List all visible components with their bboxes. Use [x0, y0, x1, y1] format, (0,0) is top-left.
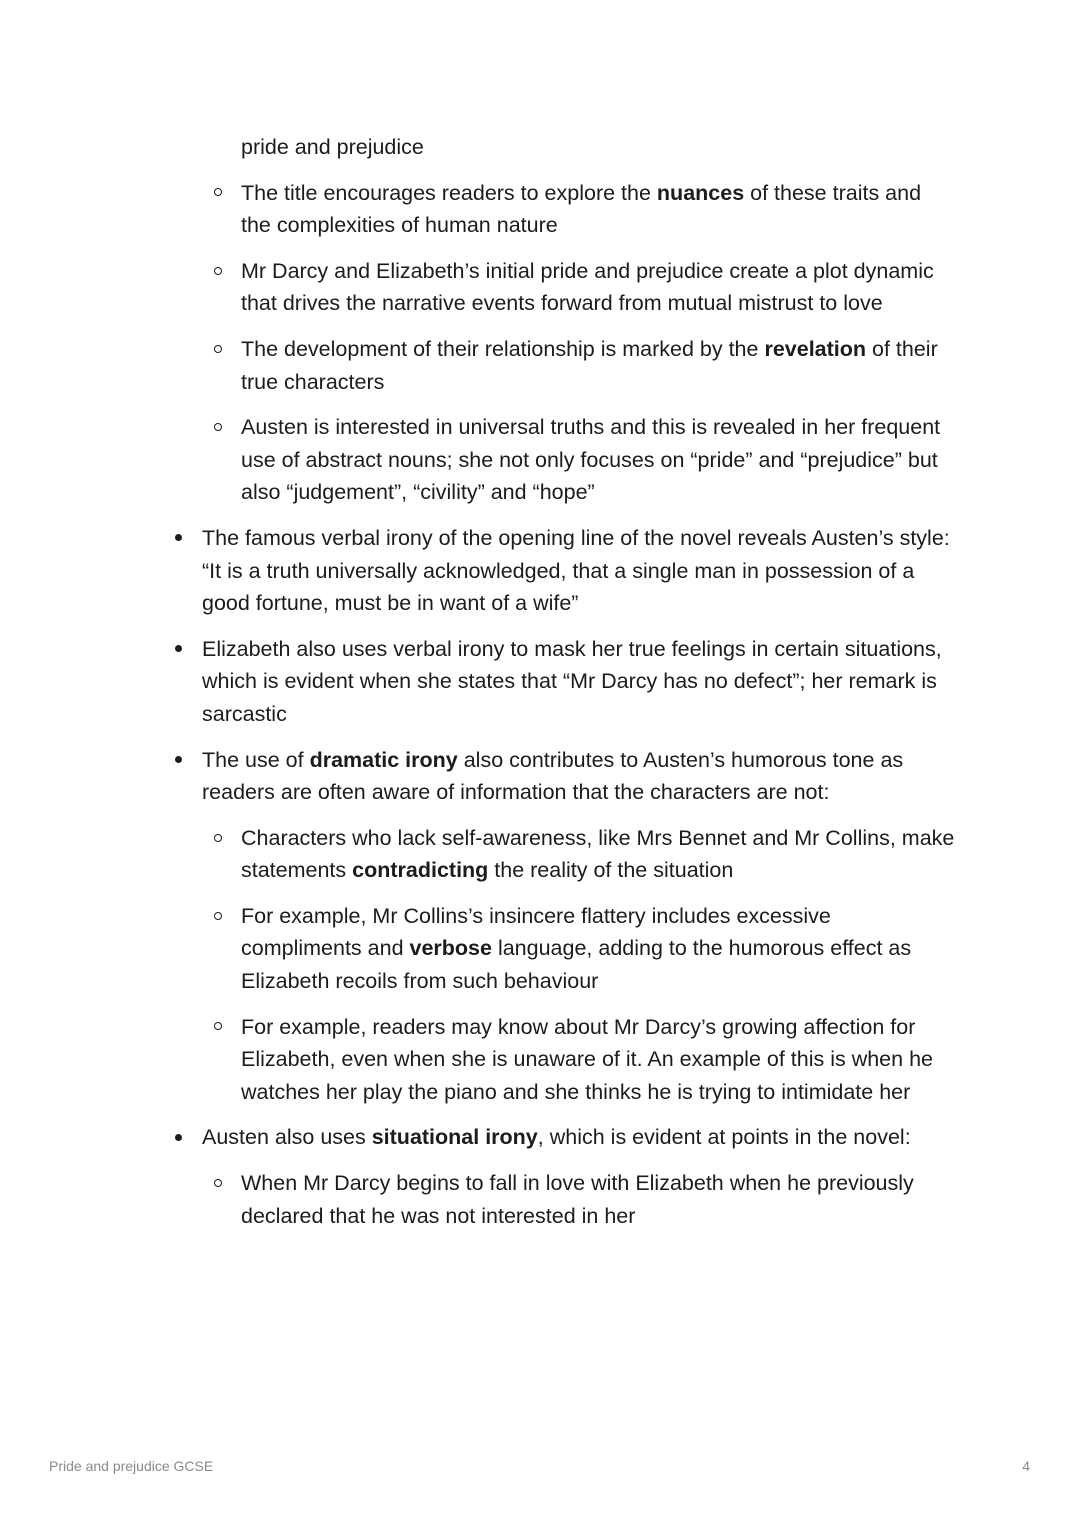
sub-list-item: [241, 822, 956, 887]
item-text: Austen also uses: [202, 1125, 372, 1150]
sub-list-item: [241, 177, 956, 242]
item-text: , which is evident at points in the novel:: [537, 1125, 911, 1150]
bullet-circle-icon: [214, 900, 222, 933]
bullet-list: [0, 177, 1080, 1233]
bold-term: revelation: [764, 336, 867, 361]
bold-term: dramatic irony: [309, 747, 458, 772]
item-text: For example, readers may know about Mr Darcy’s growing affection for Elizabeth, even when she is unaware of it. An example of this is when he watches her play the piano and she thinks he is trying to intimidate her: [241, 1014, 933, 1104]
bullet-dot-icon: [175, 522, 182, 555]
item-text: of their true characters: [241, 336, 938, 394]
sub-list-item: [241, 900, 956, 998]
bullet-dot-icon: [175, 1121, 182, 1154]
item-text: Mr Darcy and Elizabeth’s initial pride and prejudice create a plot dynamic that drives the narrative events forward from mutual mistrust to love: [241, 258, 934, 316]
sub-list-item: [241, 1167, 956, 1232]
footer-document-title: Pride and prejudice GCSE: [49, 1458, 214, 1474]
item-text: The famous verbal irony of the opening line of the novel reveals Austen’s style: “It is a truth universally acknowledged, that a single man in possession of a good fortune, must be in want of a wife”: [202, 525, 950, 616]
bold-term: contradicting: [352, 858, 489, 883]
list-item: [202, 522, 962, 620]
item-text: the reality of the situation: [488, 858, 734, 883]
list-item: [202, 1121, 962, 1154]
bold-term: nuances: [656, 180, 745, 205]
footer-page-number: 4: [1022, 1458, 1030, 1474]
continued-text: pride and prejudice: [241, 135, 424, 159]
item-text: The development of their relationship is marked by the: [241, 336, 765, 361]
item-text: also contributes to Austen’s humorous tone as readers are often aware of information that the characters are not:: [202, 747, 904, 805]
item-text: When Mr Darcy begins to fall in love with Elizabeth when he previously declared that he was not interested in her: [241, 1171, 914, 1228]
bullet-circle-icon: [214, 1011, 222, 1044]
item-text: language, adding to the humorous effect as Elizabeth recoils from such behaviour: [241, 936, 912, 994]
bullet-circle-icon: [214, 822, 222, 855]
sub-list-item: [241, 1011, 956, 1109]
item-text: Elizabeth also uses verbal irony to mask her true feelings in certain situations, which is evident when she states that “Mr Darcy has no defect”; her remark is sarcastic: [202, 636, 942, 726]
bullet-circle-icon: [214, 177, 222, 210]
item-text: The title encourages readers to explore the: [241, 180, 657, 205]
item-text: For example, Mr Collins’s insincere flattery includes excessive compliments and: [241, 903, 831, 961]
bold-term: situational irony: [371, 1125, 538, 1150]
bullet-dot-icon: [175, 744, 182, 777]
bullet-circle-icon: [214, 255, 222, 288]
item-text: of these traits and the complexities of human nature: [241, 180, 922, 238]
bullet-circle-icon: [214, 333, 222, 366]
item-text: Characters who lack self-awareness, like Mrs Bennet and Mr Collins, make statements: [241, 825, 955, 883]
document-body: [0, 131, 1080, 1245]
list-item: [202, 744, 962, 809]
bold-term: verbose: [409, 936, 492, 961]
sub-list-item: [241, 255, 956, 320]
item-text: Austen is interested in universal truths and this is revealed in her frequent use of abstract nouns; she not only focuses on “pride” and “prejudice” but also “judgement”, “civility” and “hope”: [241, 415, 941, 505]
bullet-circle-icon: [214, 411, 222, 444]
bullet-dot-icon: [175, 633, 182, 666]
sub-list-item: [241, 411, 956, 509]
item-text: The use of: [202, 747, 310, 772]
bullet-circle-icon: [214, 1167, 222, 1200]
list-item: [202, 633, 962, 731]
sub-list-item: [241, 333, 956, 398]
